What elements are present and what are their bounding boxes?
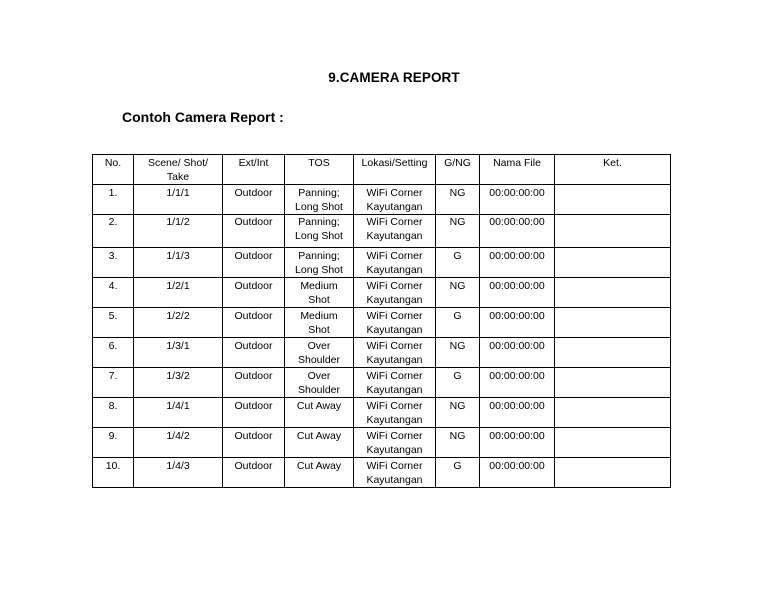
cell-tos-line2: Shoulder (297, 384, 341, 396)
cell-no: 9. (93, 428, 134, 458)
cell-tos (285, 185, 354, 215)
cell-gng: NG (436, 278, 480, 308)
cell-ket (555, 308, 671, 338)
cell-tos (285, 215, 354, 248)
cell-tos-line2: Shoulder (297, 354, 341, 366)
cell-tos-line2: Long Shot (295, 230, 343, 242)
cell-nama-file: 00:00:00:00 (480, 338, 555, 368)
cell-scene: 1/1/2 (134, 215, 223, 248)
cell-ext-int: Outdoor (223, 185, 285, 215)
cell-lokasi-line1: WiFi Corner (366, 340, 423, 352)
table-row (93, 398, 671, 428)
cell-lokasi-line2: Kayutangan (366, 444, 423, 456)
table-row (93, 278, 671, 308)
cell-gng: NG (436, 338, 480, 368)
cell-nama-file: 00:00:00:00 (480, 278, 555, 308)
table-header-row (93, 155, 671, 185)
cell-lokasi (354, 248, 436, 278)
table-row (93, 458, 671, 488)
cell-tos-line2: Shot (308, 324, 330, 336)
table-row (93, 215, 671, 248)
cell-scene: 1/4/3 (134, 458, 223, 488)
table-row (93, 308, 671, 338)
header-tos: TOS (285, 155, 354, 185)
cell-lokasi-line2: Kayutangan (366, 474, 423, 486)
cell-lokasi-line1: WiFi Corner (366, 216, 423, 228)
table-row (93, 428, 671, 458)
cell-lokasi-line2: Kayutangan (366, 201, 423, 213)
cell-nama-file: 00:00:00:00 (480, 398, 555, 428)
cell-lokasi-line2: Kayutangan (366, 414, 423, 426)
cell-nama-file: 00:00:00:00 (480, 185, 555, 215)
header-gng: G/NG (436, 155, 480, 185)
table-row (93, 185, 671, 215)
cell-gng: G (436, 458, 480, 488)
cell-lokasi-line2: Kayutangan (366, 384, 423, 396)
cell-lokasi (354, 428, 436, 458)
cell-ket (555, 185, 671, 215)
cell-gng: NG (436, 185, 480, 215)
cell-no: 3. (93, 248, 134, 278)
cell-lokasi-line1: WiFi Corner (366, 430, 423, 442)
cell-no: 10. (93, 458, 134, 488)
cell-scene: 1/2/2 (134, 308, 223, 338)
header-ext-int: Ext/Int (223, 155, 285, 185)
cell-tos (285, 248, 354, 278)
cell-scene: 1/1/3 (134, 248, 223, 278)
cell-ext-int: Outdoor (223, 308, 285, 338)
cell-tos-line1: Panning; (298, 216, 340, 228)
table-row (93, 338, 671, 368)
cell-tos-line2: Shot (308, 294, 330, 306)
cell-tos-line1: Medium (300, 280, 338, 292)
cell-lokasi-line1: WiFi Corner (366, 370, 423, 382)
cell-lokasi-line2: Kayutangan (366, 354, 423, 366)
cell-no: 1. (93, 185, 134, 215)
cell-nama-file: 00:00:00:00 (480, 458, 555, 488)
cell-lokasi (354, 458, 436, 488)
cell-tos (285, 398, 354, 428)
cell-tos-line1: Cut Away (296, 400, 342, 412)
cell-ket (555, 398, 671, 428)
cell-gng: G (436, 248, 480, 278)
cell-lokasi-line1: WiFi Corner (366, 460, 423, 472)
cell-ket (555, 368, 671, 398)
cell-lokasi-line1: WiFi Corner (366, 250, 423, 262)
section-subtitle: Contoh Camera Report : (122, 109, 284, 125)
cell-ket (555, 248, 671, 278)
cell-gng: NG (436, 398, 480, 428)
cell-gng: NG (436, 428, 480, 458)
cell-ket (555, 215, 671, 248)
header-nama-file: Nama File (480, 155, 555, 185)
cell-ket (555, 428, 671, 458)
cell-ext-int: Outdoor (223, 278, 285, 308)
cell-lokasi (354, 398, 436, 428)
cell-scene: 1/4/1 (134, 398, 223, 428)
cell-no: 7. (93, 368, 134, 398)
cell-tos-line1: Panning; (298, 187, 340, 199)
cell-ket (555, 458, 671, 488)
cell-lokasi (354, 278, 436, 308)
cell-tos-line2: Long Shot (295, 264, 343, 276)
cell-tos-line1: Over (307, 340, 331, 352)
cell-nama-file: 00:00:00:00 (480, 248, 555, 278)
cell-lokasi-line2: Kayutangan (366, 264, 423, 276)
cell-ket (555, 278, 671, 308)
header-scene-shot-take (134, 155, 223, 185)
cell-lokasi (354, 185, 436, 215)
cell-lokasi-line2: Kayutangan (366, 230, 423, 242)
cell-no: 4. (93, 278, 134, 308)
cell-scene: 1/3/1 (134, 338, 223, 368)
cell-gng: G (436, 308, 480, 338)
cell-nama-file: 00:00:00:00 (480, 368, 555, 398)
cell-scene: 1/1/1 (134, 185, 223, 215)
cell-tos-line1: Over (307, 370, 331, 382)
cell-lokasi-line1: WiFi Corner (366, 187, 423, 199)
cell-tos-line2: Long Shot (295, 201, 343, 213)
cell-scene: 1/4/2 (134, 428, 223, 458)
cell-lokasi-line1: WiFi Corner (366, 280, 423, 292)
cell-gng: G (436, 368, 480, 398)
cell-no: 5. (93, 308, 134, 338)
cell-lokasi-line2: Kayutangan (366, 294, 423, 306)
header-scene-line1: Scene/ Shot/ (147, 157, 209, 169)
cell-tos (285, 308, 354, 338)
cell-lokasi (354, 368, 436, 398)
cell-ket (555, 338, 671, 368)
cell-lokasi-line1: WiFi Corner (366, 310, 423, 322)
cell-scene: 1/3/2 (134, 368, 223, 398)
cell-nama-file: 00:00:00:00 (480, 215, 555, 248)
cell-tos (285, 338, 354, 368)
cell-nama-file: 00:00:00:00 (480, 428, 555, 458)
cell-gng: NG (436, 215, 480, 248)
cell-nama-file: 00:00:00:00 (480, 308, 555, 338)
cell-lokasi (354, 308, 436, 338)
cell-tos (285, 278, 354, 308)
table-row (93, 368, 671, 398)
cell-tos (285, 368, 354, 398)
cell-lokasi (354, 338, 436, 368)
cell-no: 6. (93, 338, 134, 368)
cell-ext-int: Outdoor (223, 458, 285, 488)
cell-scene: 1/2/1 (134, 278, 223, 308)
cell-lokasi-line2: Kayutangan (366, 324, 423, 336)
page-title: 9.CAMERA REPORT (328, 70, 460, 85)
cell-tos-line1: Cut Away (296, 430, 342, 442)
cell-no: 8. (93, 398, 134, 428)
table-row (93, 248, 671, 278)
camera-report-table (92, 154, 671, 488)
header-scene-line2: Take (166, 171, 190, 183)
cell-ext-int: Outdoor (223, 428, 285, 458)
cell-ext-int: Outdoor (223, 338, 285, 368)
cell-no: 2. (93, 215, 134, 248)
cell-ext-int: Outdoor (223, 368, 285, 398)
cell-tos-line1: Cut Away (296, 460, 342, 472)
cell-ext-int: Outdoor (223, 215, 285, 248)
cell-ext-int: Outdoor (223, 248, 285, 278)
header-no: No. (93, 155, 134, 185)
cell-tos-line1: Panning; (298, 250, 340, 262)
header-lokasi: Lokasi/Setting (354, 155, 436, 185)
cell-lokasi (354, 215, 436, 248)
cell-lokasi-line1: WiFi Corner (366, 400, 423, 412)
header-ket: Ket. (555, 155, 671, 185)
cell-tos (285, 428, 354, 458)
cell-tos-line1: Medium (300, 310, 338, 322)
cell-ext-int: Outdoor (223, 398, 285, 428)
cell-tos (285, 458, 354, 488)
